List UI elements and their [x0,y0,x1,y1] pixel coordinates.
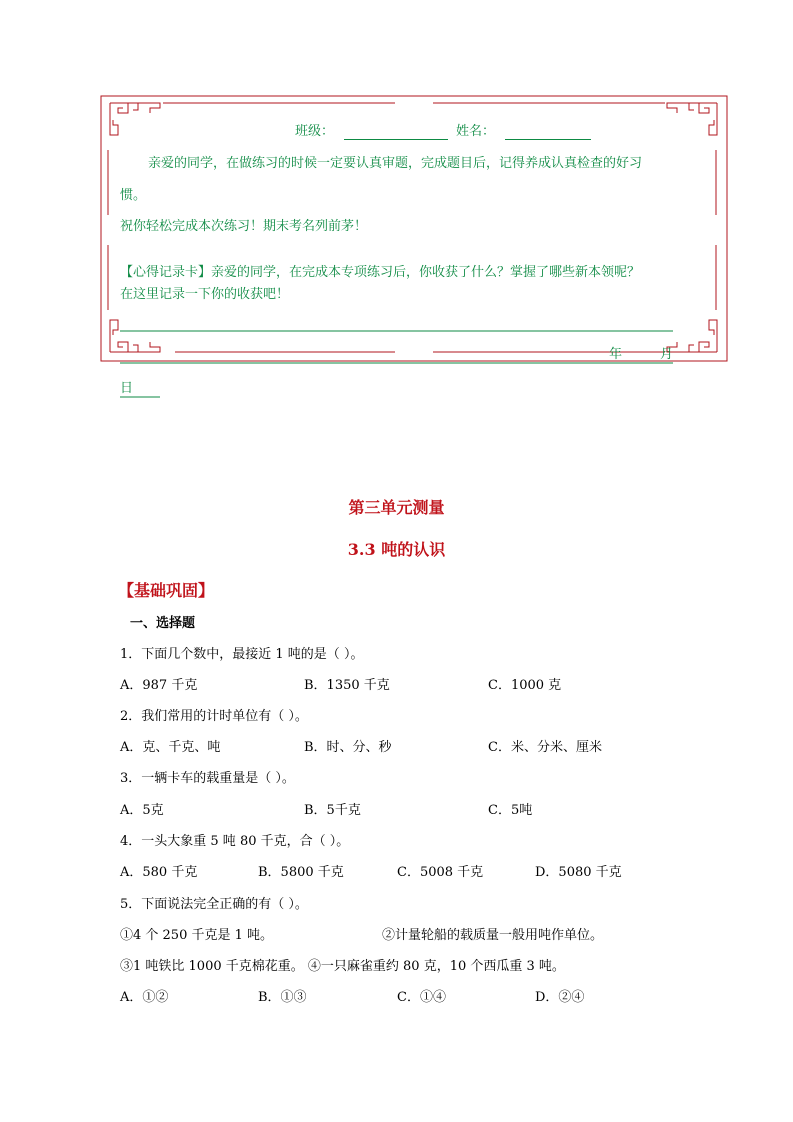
option-c[interactable]: C．5008 千克 [397,865,484,880]
statement-1: ①4 个 250 千克是 1 吨。 [120,928,274,943]
option-c[interactable]: C．5吨 [488,803,533,818]
option-b[interactable]: B．①③ [258,990,307,1005]
option-a[interactable]: A．580 千克 [120,865,198,880]
question-stem: 4．一头大象重 5 吨 80 千克，合（ ）。 [120,834,350,849]
class-label: 班级： [295,124,335,139]
intro-line-2: 惯。 [120,188,147,203]
option-a[interactable]: A．5克 [120,803,164,818]
statement-2: ②计量轮船的载质量一般用吨作单位。 [382,928,604,943]
option-b[interactable]: B．时、分、秒 [304,740,392,755]
date-month: 月 [660,347,674,362]
option-b[interactable]: B．1350 千克 [304,678,390,693]
option-a[interactable]: A．987 千克 [120,678,198,693]
date-day: 日 [120,381,134,396]
decorative-frame [0,0,793,420]
lesson-title: 3.3 吨的认识 [347,540,446,559]
option-a[interactable]: A．克、千克、吨 [120,740,221,755]
unit-title: 第三单元测量 [348,498,445,517]
question-stem: 5．下面说法完全正确的有（ ）。 [120,897,308,912]
option-c[interactable]: C．米、分米、厘米 [488,740,602,755]
statement-3-4: ③1 吨铁比 1000 千克棉花重。 ④一只麻雀重约 80 克，10 个西瓜重 3 吨。 [120,959,565,974]
class-input[interactable] [344,125,448,140]
option-b[interactable]: B．5千克 [304,803,361,818]
question-stem: 3．一辆卡车的载重量是（ ）。 [120,771,295,786]
option-a[interactable]: A．①② [120,990,169,1005]
wish-line: 祝你轻松完成本次练习！期末考名列前茅！ [120,219,368,234]
option-d[interactable]: D．②④ [535,990,585,1005]
question-stem: 2．我们常用的计时单位有（ ）。 [120,709,308,724]
option-c[interactable]: C．1000 克 [488,678,562,693]
question-stem: 1．下面几个数中，最接近 1 吨的是（ ）。 [120,647,364,662]
option-b[interactable]: B．5800 千克 [258,865,344,880]
frame-corner-ornament [110,103,160,135]
section-label: 【基础巩固】 [118,581,215,600]
record-card-line-1: 【心得记录卡】亲爱的同学，在完成本专项练习后，你收获了什么？掌握了哪些新本领呢？ [120,265,641,280]
record-card-line-2: 在这里记录一下你的收获吧！ [120,287,290,302]
name-input[interactable] [505,125,591,140]
part-label: 一、选择题 [130,616,196,631]
intro-line-1: 亲爱的同学，在做练习的时候一定要认真审题，完成题目后，记得养成认真检查的好习 [148,156,643,171]
date-year: 年 [609,347,623,362]
option-d[interactable]: D．5080 千克 [535,865,622,880]
option-c[interactable]: C．①④ [397,990,446,1005]
name-label: 姓名： [456,124,496,139]
